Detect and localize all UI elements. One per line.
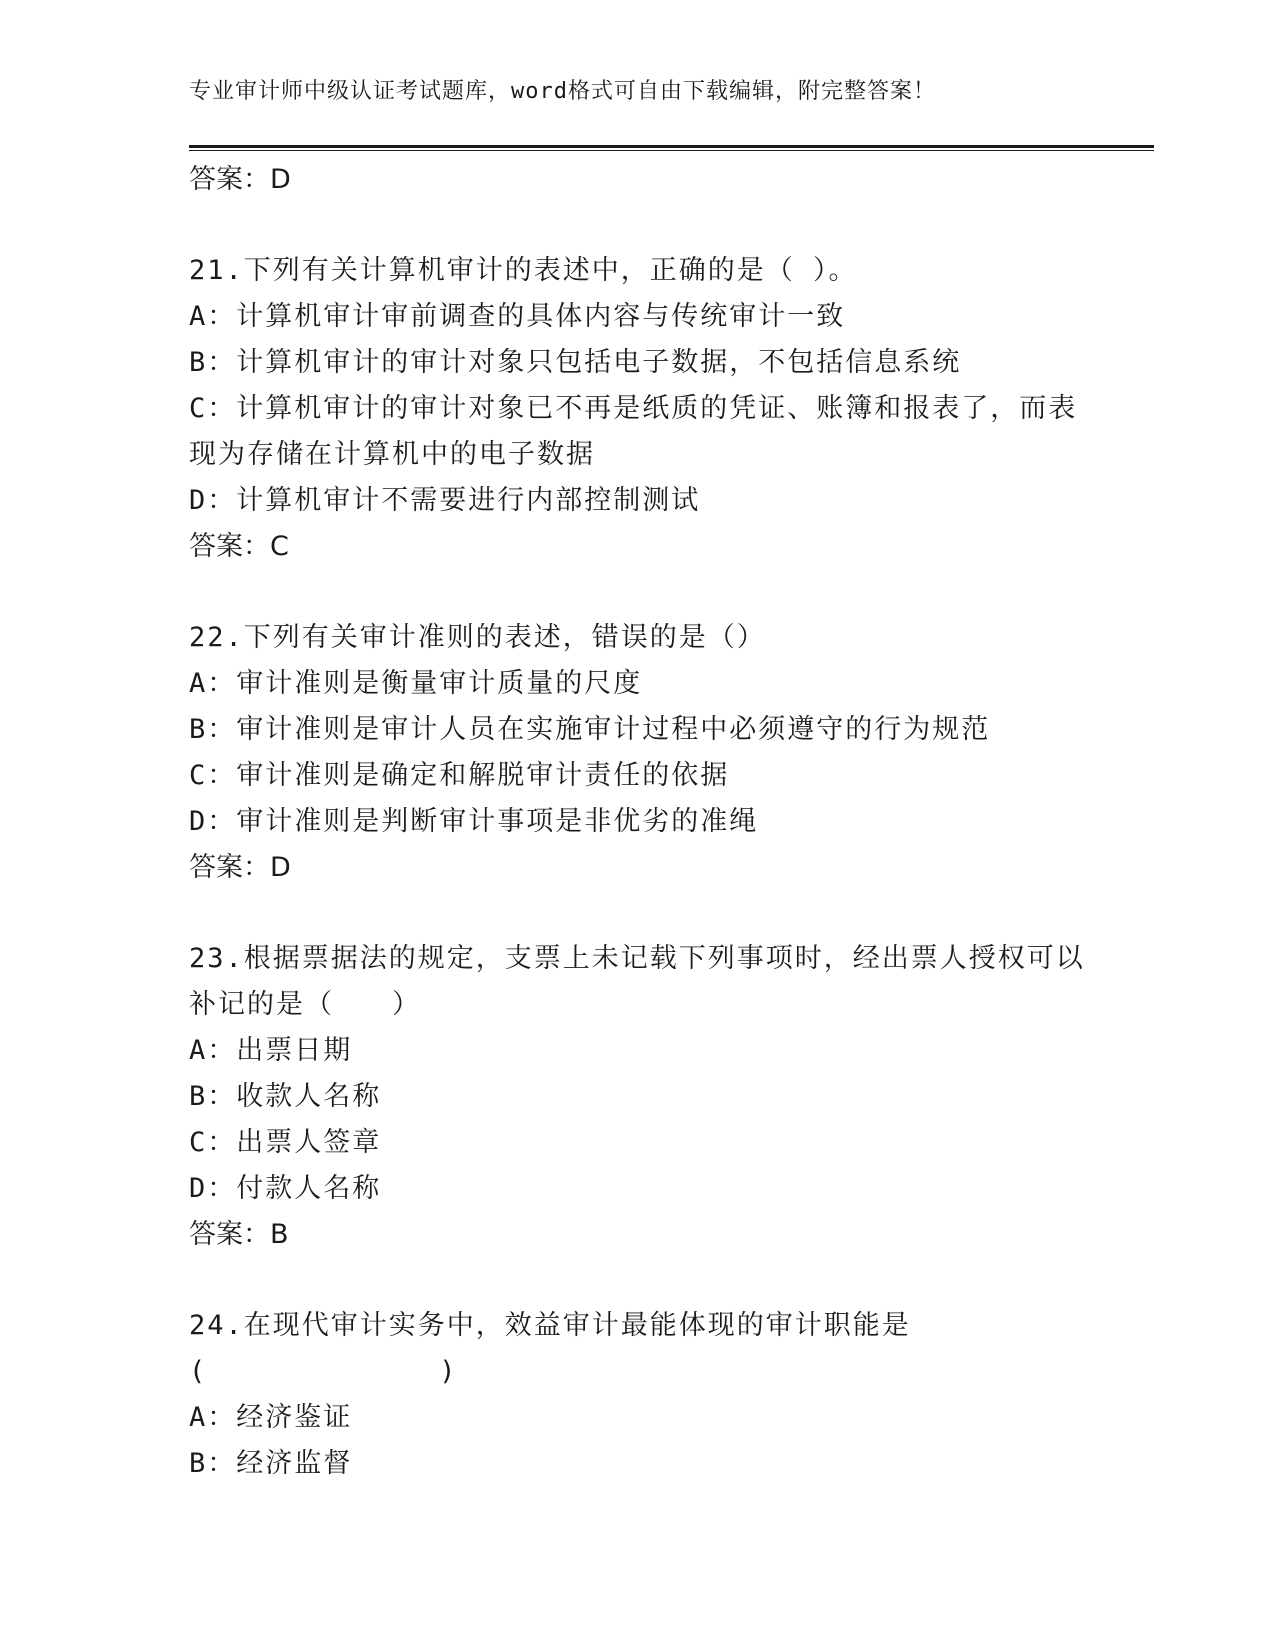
option-c: C：计算机审计的审计对象已不再是纸质的凭证、账簿和报表了，而表 bbox=[189, 393, 1078, 424]
answer: 答案：B bbox=[189, 1219, 289, 1250]
question-23 bbox=[189, 936, 1089, 1258]
question-stem: 24.在现代审计实务中，效益审计最能体现的审计职能是 bbox=[189, 1310, 911, 1341]
option-a: A：出票日期 bbox=[189, 1035, 353, 1066]
question-24 bbox=[189, 1303, 1089, 1487]
option-b: B：收款人名称 bbox=[189, 1081, 382, 1112]
option-c: C：审计准则是确定和解脱审计责任的依据 bbox=[189, 760, 730, 791]
option-b: B：审计准则是审计人员在实施审计过程中必须遵守的行为规范 bbox=[189, 714, 991, 745]
option-d: D：付款人名称 bbox=[189, 1173, 382, 1204]
header-rule-thin bbox=[189, 150, 1154, 151]
option-b: B：经济监督 bbox=[189, 1448, 353, 1479]
question-stem: 22.下列有关审计准则的表述，错误的是（） bbox=[189, 622, 766, 653]
question-stem: 21.下列有关计算机审计的表述中，正确的是（ ）。 bbox=[189, 255, 858, 286]
option-a: A：审计准则是衡量审计质量的尺度 bbox=[189, 668, 643, 699]
option-c: C：出票人签章 bbox=[189, 1127, 382, 1158]
question-stem-continued: ( ) bbox=[189, 1356, 458, 1387]
question-content bbox=[189, 157, 1089, 1487]
question-stem: 23.根据票据法的规定，支票上未记载下列事项时，经出票人授权可以 bbox=[189, 943, 1085, 974]
question-22 bbox=[189, 615, 1089, 891]
option-a: A：经济鉴证 bbox=[189, 1402, 353, 1433]
option-d: D：计算机审计不需要进行内部控制测试 bbox=[189, 485, 701, 516]
option-d: D：审计准则是判断审计事项是非优劣的准绳 bbox=[189, 806, 759, 837]
previous-answer: 答案：D bbox=[189, 164, 291, 195]
option-b: B：计算机审计的审计对象只包括电子数据，不包括信息系统 bbox=[189, 347, 962, 378]
option-c-continued: 现为存储在计算机中的电子数据 bbox=[189, 439, 595, 470]
question-21 bbox=[189, 248, 1089, 570]
question-stem-continued: 补记的是（ ） bbox=[189, 989, 421, 1020]
page-header: 专业审计师中级认证考试题库，word格式可自由下载编辑，附完整答案！ bbox=[189, 79, 936, 104]
answer: 答案：C bbox=[189, 531, 289, 562]
option-a: A：计算机审计审前调查的具体内容与传统审计一致 bbox=[189, 301, 846, 332]
header-rule-thick bbox=[189, 145, 1154, 148]
answer: 答案：D bbox=[189, 852, 291, 883]
